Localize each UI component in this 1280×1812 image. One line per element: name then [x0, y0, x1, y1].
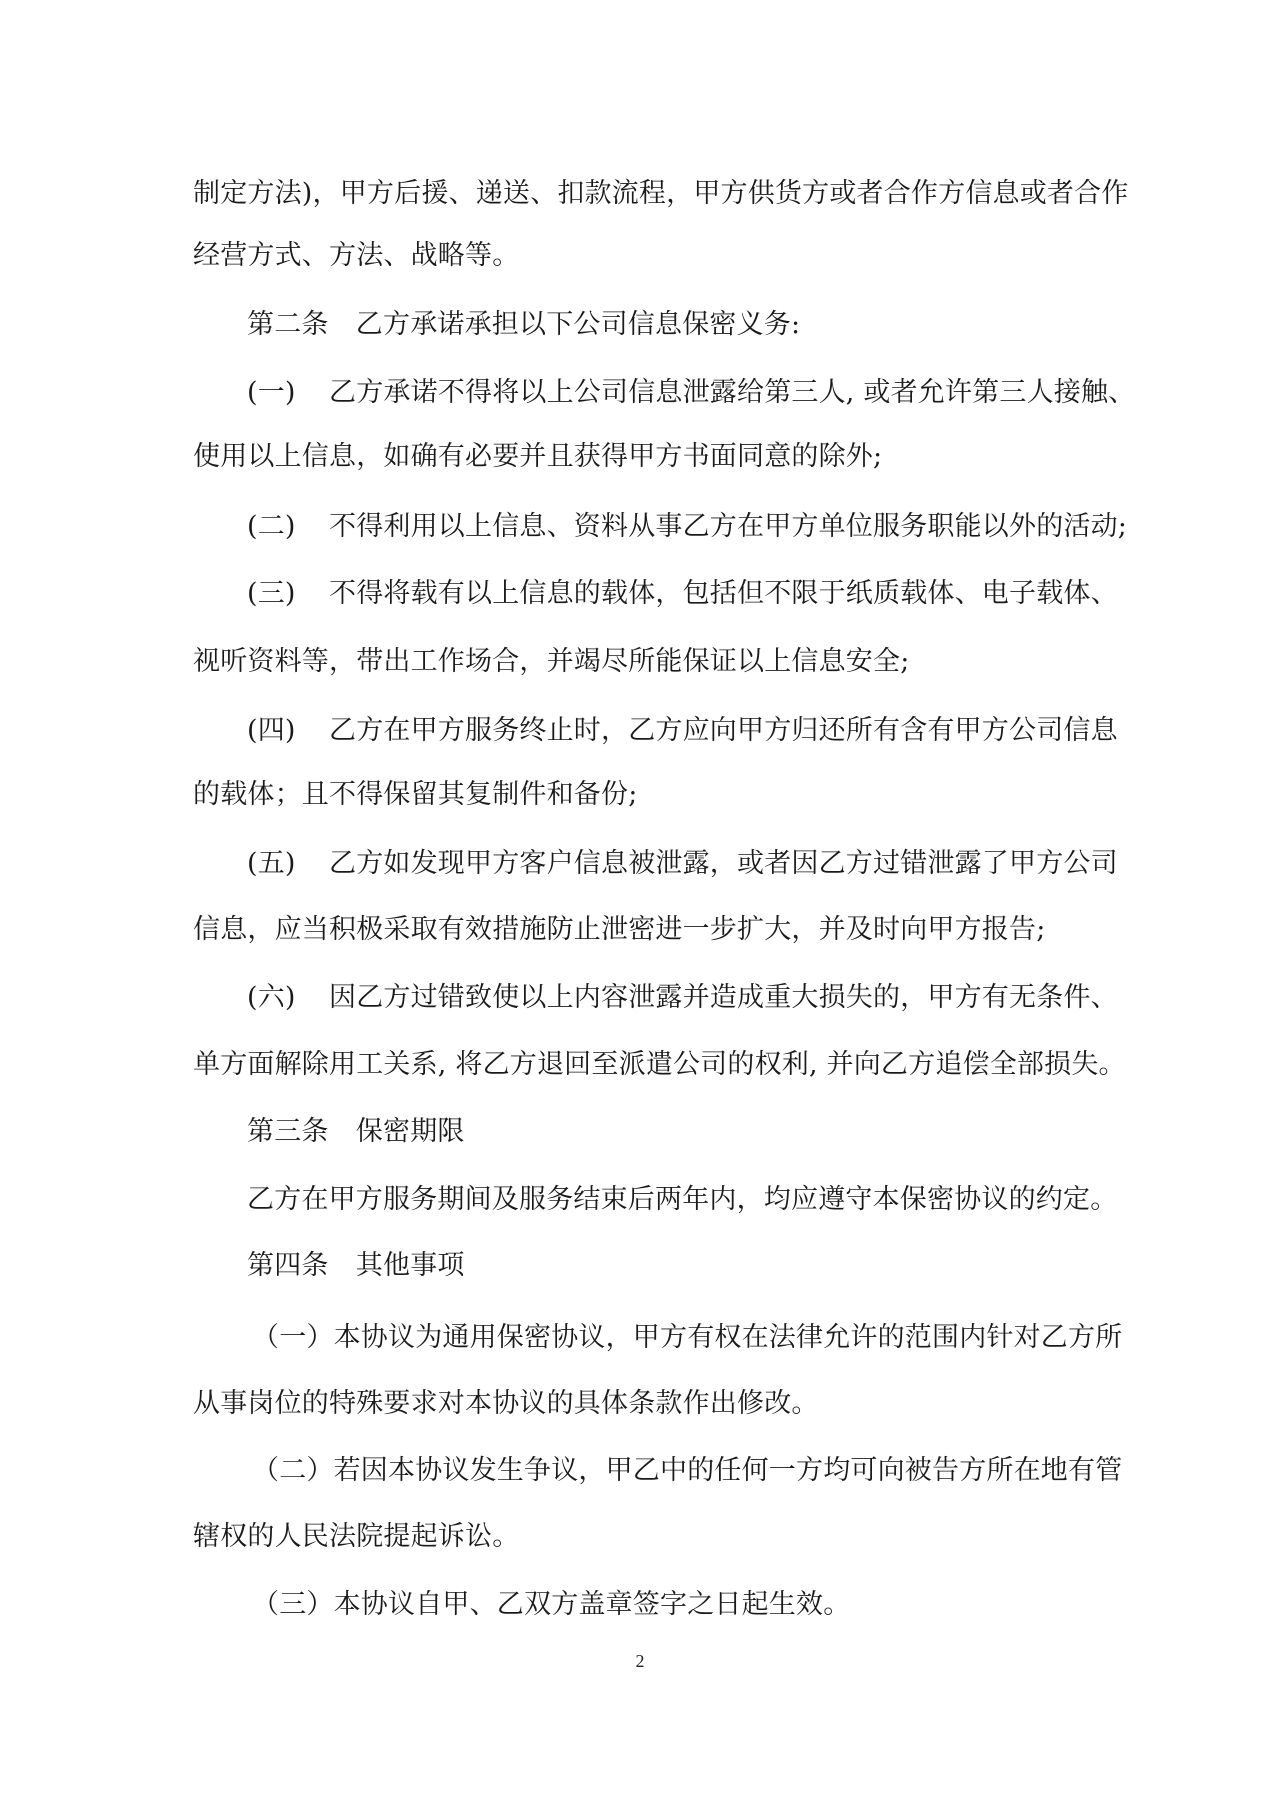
text-line: 经营方式、方法、战略等。	[193, 240, 520, 271]
page-number: 2	[635, 1651, 645, 1671]
article-4-heading: 第四条 其他事项	[247, 1250, 465, 1281]
clause-number: (一)	[247, 377, 296, 408]
clause-text: 不得利用以上信息、资料从事乙方在甲方单位服务职能以外的活动;	[329, 511, 1128, 542]
clause-text: 不得将载有以上信息的载体，包括但不限于纸质载体、电子载体、	[329, 578, 1118, 609]
clause-text: 乙方如发现甲方客户信息被泄露，或者因乙方过错泄露了甲方公司	[329, 848, 1118, 879]
clause-number: (二)	[247, 511, 296, 542]
clause-line	[247, 507, 1127, 547]
clause-number: (五)	[247, 848, 296, 879]
text-line: （三）本协议自甲、乙双方盖章签字之日起生效。	[252, 1589, 851, 1620]
article-2-heading: 第二条 乙方承诺承担以下公司信息保密义务:	[247, 309, 801, 340]
clause-text: 乙方承诺不得将以上公司信息泄露给第三人, 或者允许第三人接触、	[329, 377, 1136, 408]
clause-text: 因乙方过错致使以上内容泄露并造成重大损失的，甲方有无条件、	[329, 982, 1118, 1013]
text-line: 的载体；且不得保留其复制件和备份;	[193, 779, 638, 810]
clause-line	[247, 574, 1118, 614]
text-line: 乙方在甲方服务期间及服务结束后两年内，均应遵守本保密协议的约定。	[247, 1184, 1118, 1215]
clause-text: 乙方在甲方服务终止时，乙方应向甲方归还所有含有甲方公司信息	[329, 715, 1118, 746]
clause-line	[247, 844, 1118, 884]
article-3-heading: 第三条 保密期限	[247, 1116, 465, 1147]
text-line: 单方面解除用工关系, 将乙方退回至派遣公司的权利, 并向乙方追偿全部损失。	[193, 1049, 1126, 1080]
text-line: （二）若因本协议发生争议，甲乙中的任何一方均可向被告方所在地有管	[252, 1455, 1123, 1486]
text-line: 从事岗位的特殊要求对本协议的具体条款作出修改。	[193, 1388, 819, 1419]
clause-number: (三)	[247, 578, 296, 609]
clause-line	[247, 978, 1118, 1018]
clause-number: (四)	[247, 715, 296, 746]
clause-line	[247, 373, 1135, 413]
text-line: 信息，应当积极采取有效措施防止泄密进一步扩大，并及时向甲方报告;	[193, 914, 1046, 945]
clause-line	[247, 711, 1118, 751]
clause-number: (六)	[247, 982, 296, 1013]
text-line: 使用以上信息，如确有必要并且获得甲方书面同意的除外;	[193, 441, 883, 472]
text-line: 辖权的人民法院提起诉讼。	[193, 1521, 520, 1552]
text-line: 制定方法)，甲方后援、递送、扣款流程，甲方供货方或者合作方信息或者合作	[193, 178, 1129, 209]
text-line: （一）本协议为通用保密协议，甲方有权在法律允许的范围内针对乙方所	[252, 1322, 1123, 1353]
text-line: 视听资料等，带出工作场合，并竭尽所能保证以上信息安全;	[193, 646, 910, 677]
